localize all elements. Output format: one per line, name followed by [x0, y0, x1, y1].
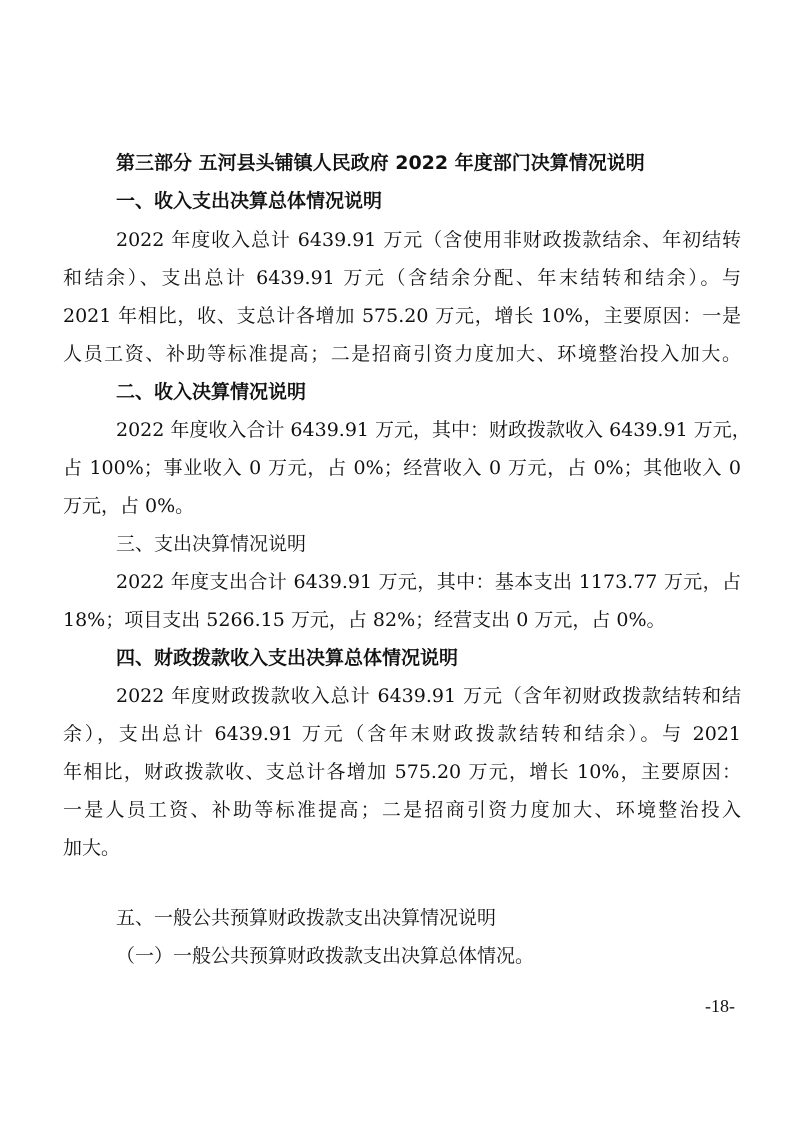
- section-1-line-4: 人员工资、补助等标准提高；二是招商引资力度加大、环境整治投入加大。: [63, 343, 741, 365]
- section-3-heading: 三、支出决算情况说明: [116, 533, 307, 555]
- part-title: 第三部分 五河县头铺镇人民政府 2022 年度部门决算情况说明: [116, 152, 645, 174]
- section-2-line-3: 万元，占 0%。: [63, 495, 195, 517]
- section-4-line-3: 年相比，财政拨款收、支总计各增加 575.20 万元，增长 10%，主要原因：: [63, 761, 741, 783]
- page-number: -18-: [705, 996, 735, 1016]
- section-4-heading: 四、财政拨款收入支出决算总体情况说明: [116, 647, 459, 669]
- section-5-line-1: （一）一般公共预算财政拨款支出决算总体情况。: [116, 945, 535, 967]
- section-3-line-2: 18%；项目支出 5266.15 万元，占 82%；经营支出 0 万元，占 0%。: [63, 609, 666, 631]
- section-2-line-2: 占 100%；事业收入 0 万元，占 0%；经营收入 0 万元，占 0%；其他收入 0: [63, 457, 741, 479]
- section-1-line-1: 2022 年度收入总计 6439.91 万元（含使用非财政拨款结余、年初结转: [116, 229, 741, 251]
- section-4-line-1: 2022 年度财政拨款收入总计 6439.91 万元（含年初财政拨款结转和结: [116, 685, 741, 707]
- section-2-line-1: 2022 年度收入合计 6439.91 万元，其中：财政拨款收入 6439.91 万元，: [116, 419, 751, 441]
- section-1-heading: 一、收入支出决算总体情况说明: [116, 190, 383, 212]
- section-1-line-2: 和结余）、支出总计 6439.91 万元（含结余分配、年末结转和结余）。与: [63, 267, 741, 289]
- section-4-line-5: 加大。: [63, 837, 121, 859]
- section-3-line-1: 2022 年度支出合计 6439.91 万元，其中：基本支出 1173.77 万元，占: [116, 571, 741, 593]
- section-4-line-2: 余），支出总计 6439.91 万元（含年末财政拨款结转和结余）。与 2021: [63, 723, 741, 745]
- section-1-line-3: 2021 年相比，收、支总计各增加 575.20 万元，增长 10%，主要原因：一是: [63, 305, 741, 327]
- section-4-line-4: 一是人员工资、补助等标准提高；二是招商引资力度加大、环境整治投入: [63, 799, 741, 821]
- section-2-heading: 二、收入决算情况说明: [116, 381, 307, 403]
- section-5-heading: 五、一般公共预算财政拨款支出决算情况说明: [116, 907, 497, 929]
